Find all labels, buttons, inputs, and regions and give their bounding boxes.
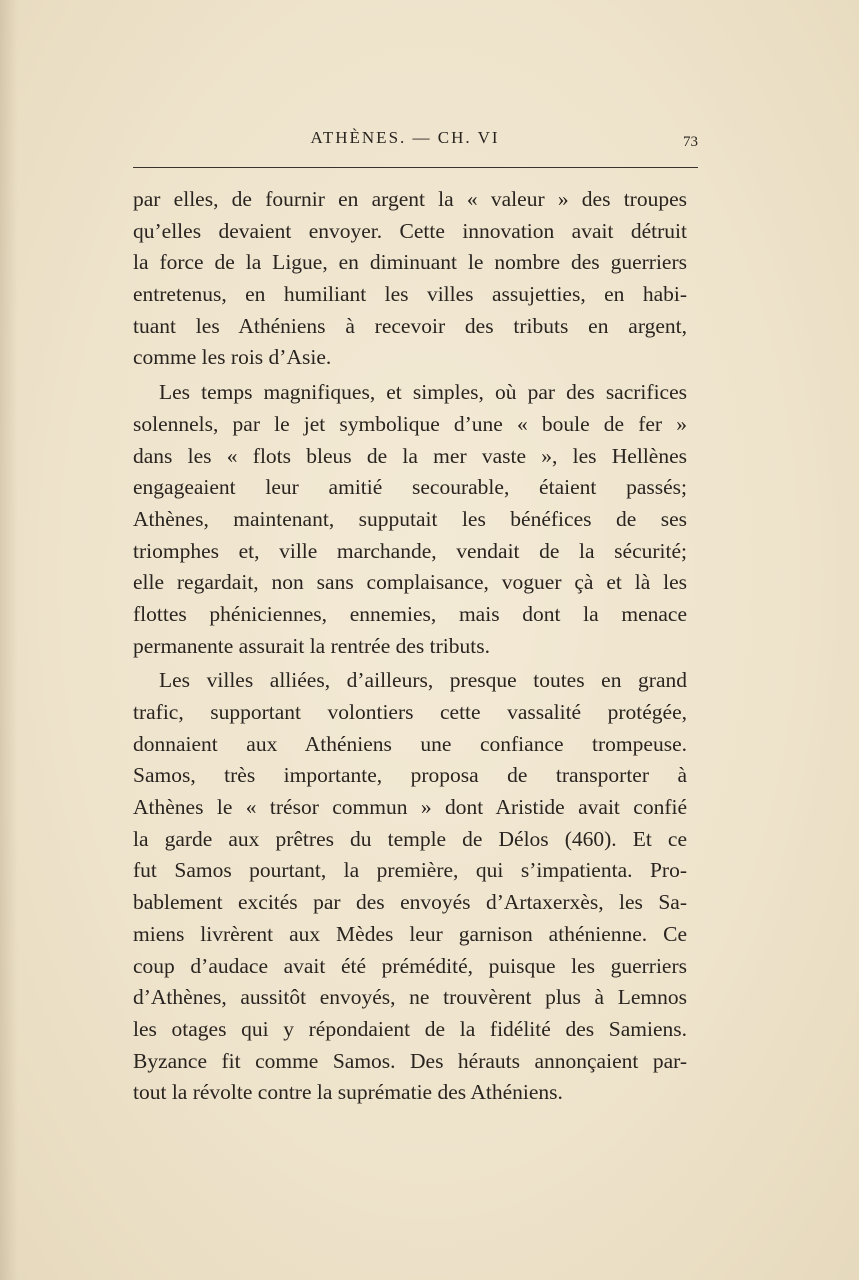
text-line: elle regardait, non sans complaisance, voguer çà et là les (133, 570, 687, 595)
text-line: dans les « flots bleus de la mer vaste », les Hellènes (133, 443, 687, 468)
paragraph (133, 184, 687, 374)
text-line: la force de la Ligue, en diminuant le nombre des guerriers (133, 250, 687, 275)
text-line: la garde aux prêtres du temple de Délos (460). Et ce (133, 826, 687, 851)
body-text (133, 184, 687, 1109)
text-line: les otages qui y répondaient de la fidélité des Samiens. (133, 1016, 687, 1041)
text-line: fut Samos pourtant, la première, qui s’impatienta. Pro- (133, 858, 687, 883)
text-line: Les villes alliées, d’ailleurs, presque toutes en grand (159, 668, 687, 693)
text-line: miens livrèrent aux Mèdes leur garnison athénienne. Ce (133, 921, 687, 946)
text-line: triomphes et, ville marchande, vendait de la sécurité; (133, 538, 687, 563)
text-line: tout la révolte contre la suprématie des Athéniens. (133, 1080, 563, 1105)
page-number: 73 (683, 134, 698, 150)
text-line: Athènes le « trésor commun » dont Aristide avait confié (133, 795, 687, 820)
text-line: Les temps magnifiques, et simples, où par des sacrifices (159, 380, 687, 405)
text-line: qu’elles devaient envoyer. Cette innovation avait détruit (133, 218, 687, 243)
text-line: Byzance fit comme Samos. Des hérauts annonçaient par- (133, 1048, 687, 1073)
paragraph (133, 377, 687, 662)
text-line: comme les rois d’Asie. (133, 345, 332, 370)
text-line: tuant les Athéniens à recevoir des tributs en argent, (133, 313, 687, 338)
text-line: bablement excités par des envoyés d’Artaxerxès, les Sa- (133, 890, 687, 915)
text-line: d’Athènes, aussitôt envoyés, ne trouvèrent plus à Lemnos (133, 985, 687, 1010)
header-rule (133, 167, 698, 168)
page-header (133, 128, 698, 158)
text-line: coup d’audace avait été prémédité, puisque les guerriers (133, 953, 687, 978)
text-line: donnaient aux Athéniens une confiance trompeuse. (133, 731, 687, 756)
text-line: solennels, par le jet symbolique d’une « boule de fer » (133, 411, 687, 436)
text-line: entretenus, en humiliant les villes assujetties, en habi- (133, 282, 687, 307)
text-line: Athènes, maintenant, supputait les bénéfices de ses (133, 506, 687, 531)
text-line: flottes phéniciennes, ennemies, mais dont la menace (133, 601, 687, 626)
page-gutter-shadow (0, 0, 18, 1280)
text-line: permanente assurait la rentrée des tributs. (133, 633, 490, 658)
paragraph (133, 665, 687, 1109)
text-line: trafic, supportant volontiers cette vassalité protégée, (133, 700, 687, 724)
text-line: par elles, de fournir en argent la « valeur » des troupes (133, 187, 687, 211)
text-line: engageaient leur amitié secourable, étaient passés; (133, 475, 687, 500)
text-line: Samos, très importante, proposa de transporter à (133, 763, 687, 788)
running-head: ATHÈNES. — CH. VI (310, 128, 500, 147)
